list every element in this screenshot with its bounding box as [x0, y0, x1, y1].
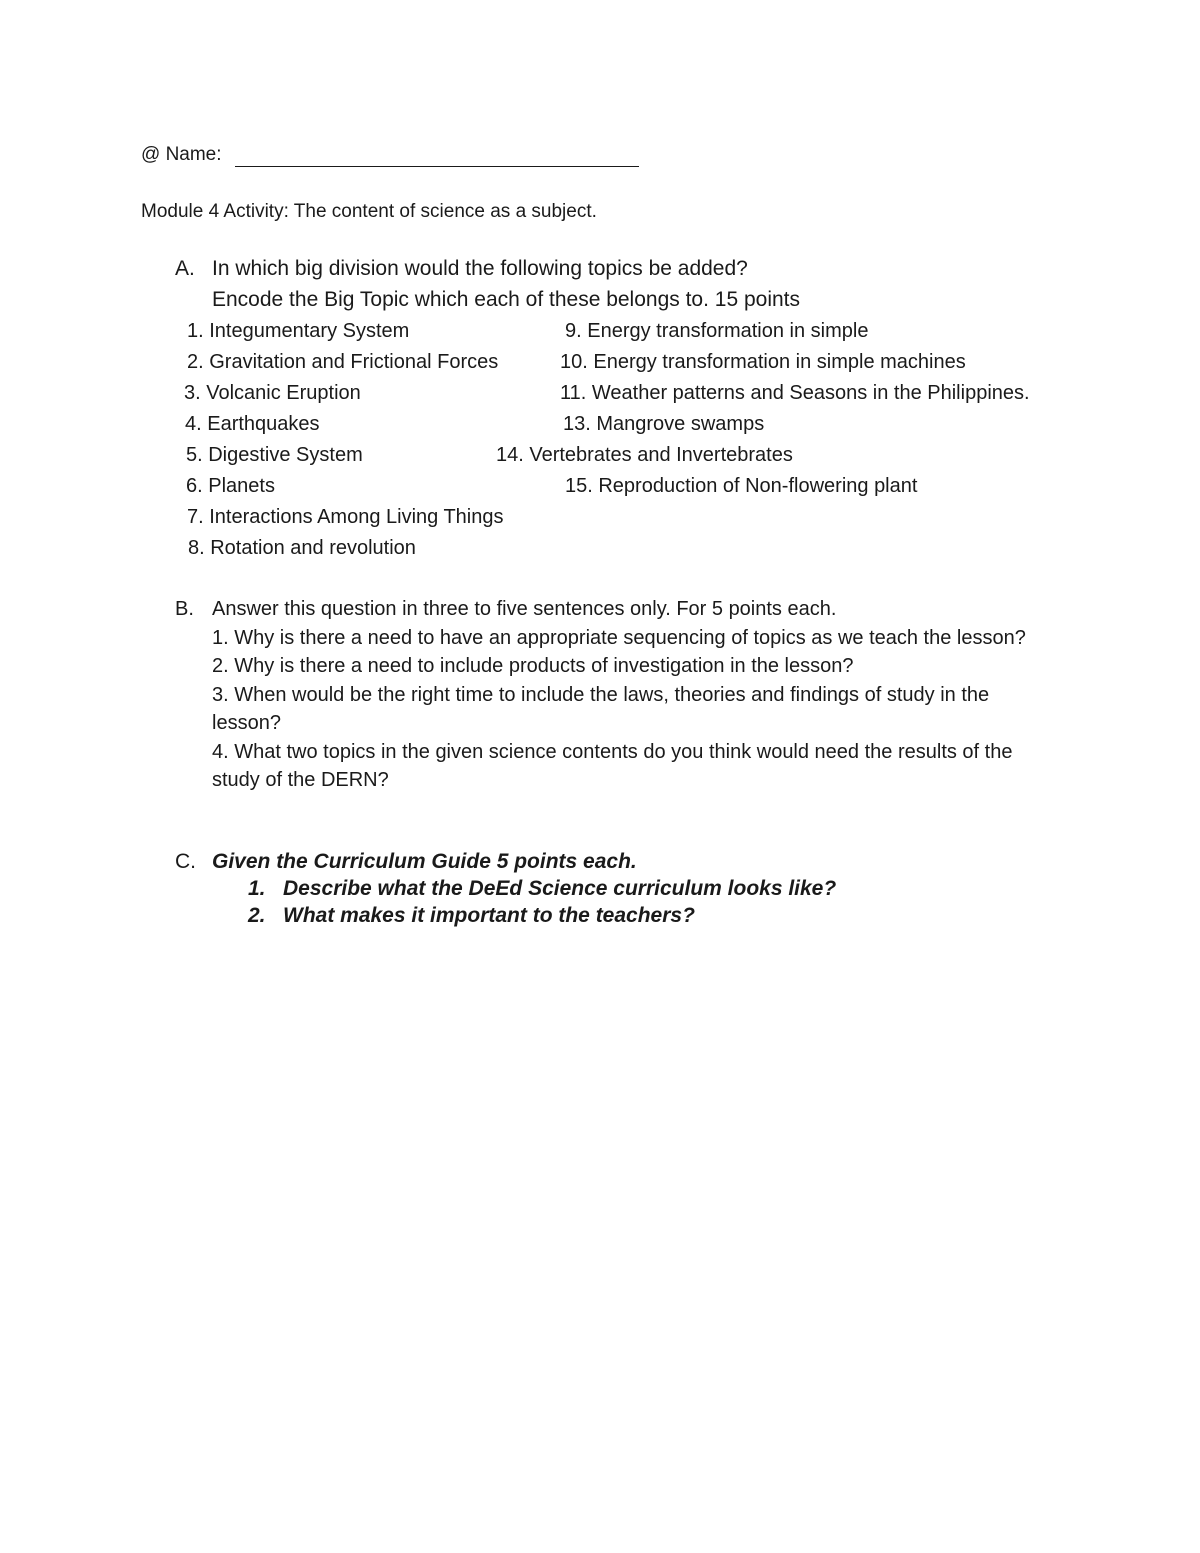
- section-c-question: Describe what the DeEd Science curriculum looks like?: [283, 877, 837, 900]
- section-c-question-number: 1.: [248, 877, 266, 900]
- section-c-question: What makes it important to the teachers?: [283, 904, 695, 927]
- name-label: @ Name:: [141, 144, 222, 165]
- section-b-letter: B.: [175, 598, 194, 620]
- question-item-continued: lesson?: [212, 712, 281, 734]
- section-b-prompt: Answer this question in three to five sentences only. For 5 points each.: [212, 598, 837, 620]
- section-a-prompt-line2: Encode the Big Topic which each of these belongs to. 15 points: [212, 288, 801, 311]
- name-blank-line: [235, 166, 639, 167]
- topic-item: 2. Gravitation and Frictional Forces: [187, 351, 499, 373]
- question-item: 4. What two topics in the given science contents do you think would need the results of the: [212, 741, 1013, 763]
- activity-title: Module 4 Activity: The content of science as a subject.: [141, 201, 597, 222]
- section-a-letter: A.: [175, 257, 195, 280]
- section-c-letter: C.: [175, 850, 196, 873]
- topic-item: 14. Vertebrates and Invertebrates: [496, 444, 793, 466]
- question-item-continued: study of the DERN?: [212, 769, 389, 791]
- question-item: 1. Why is there a need to have an appropriate sequencing of topics as we teach the lesson?: [212, 627, 1026, 649]
- question-item: 2. Why is there a need to include products of investigation in the lesson?: [212, 655, 854, 677]
- topic-item: 4. Earthquakes: [185, 413, 320, 435]
- topic-item: 6. Planets: [186, 475, 275, 497]
- topic-item: 15. Reproduction of Non-flowering plant: [565, 475, 918, 497]
- section-a-prompt-line1: In which big division would the following topics be added?: [212, 257, 748, 280]
- topic-item: 13. Mangrove swamps: [563, 413, 765, 435]
- topic-item: 3. Volcanic Eruption: [184, 382, 361, 404]
- topic-item: 5. Digestive System: [186, 444, 363, 466]
- topic-item: 1. Integumentary System: [187, 320, 410, 342]
- question-item: 3. When would be the right time to include the laws, theories and findings of study in the: [212, 684, 990, 706]
- topic-item: 9. Energy transformation in simple: [565, 320, 869, 342]
- section-c-prompt: Given the Curriculum Guide 5 points each.: [212, 850, 637, 873]
- topic-item: 10. Energy transformation in simple machines: [560, 351, 966, 373]
- section-c-question-number: 2.: [248, 904, 266, 927]
- topic-item: 7. Interactions Among Living Things: [187, 506, 504, 528]
- topic-item: 8. Rotation and revolution: [188, 537, 416, 559]
- topic-item: 11. Weather patterns and Seasons in the Philippines.: [560, 382, 1030, 404]
